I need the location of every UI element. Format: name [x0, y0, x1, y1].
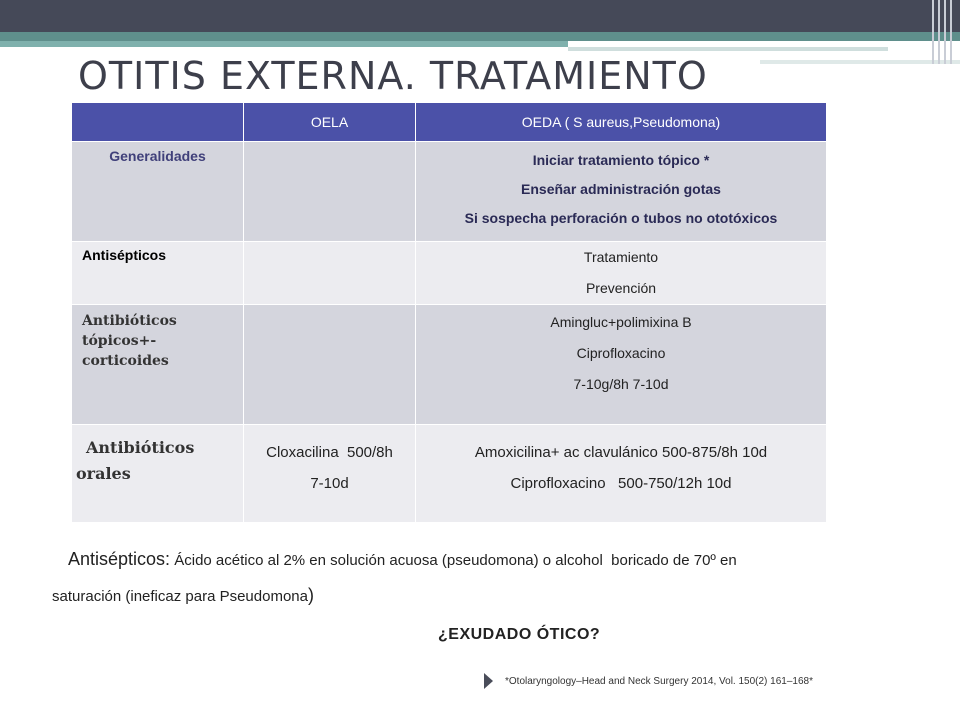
header-stripes: [932, 0, 954, 64]
cell-line: Tratamiento: [583, 249, 659, 265]
antiseptic-note: [52, 542, 932, 614]
note-text: saturación (ineficaz para Pseudomona: [52, 588, 308, 605]
header-cell-oela: OELA: [244, 103, 416, 142]
row-label: [72, 305, 244, 425]
header-band-light: [0, 41, 568, 47]
row-label-line: tópicos+-: [82, 333, 157, 349]
cell-oeda: [416, 305, 827, 425]
note-line-1: [52, 542, 932, 578]
cell-line: Amoxicilina+ ac clavulánico 500-875/8h 10d: [474, 444, 768, 461]
cell-oeda: [416, 242, 827, 305]
note-text: Ácido acético al 2% en solución acuosa (pseudomona) o alcohol boricado de 70º en: [170, 552, 737, 569]
cell-line: Prevención: [585, 280, 657, 296]
cell-oela: [244, 305, 416, 425]
cell-oela: [244, 242, 416, 305]
cell-line: 7-10d: [310, 475, 349, 492]
cell-line: Enseñar administración gotas: [521, 181, 721, 197]
header-cell-empty: [72, 103, 244, 142]
cell-line: Ciprofloxacino 500-750/12h 10d: [510, 475, 732, 492]
header-band-teal: [0, 32, 960, 41]
cell-oela: [244, 142, 416, 242]
header-cell-oeda: OEDA ( S aureus,Pseudomona): [416, 103, 827, 142]
cell-line: Ciprofloxacino: [576, 345, 666, 361]
row-label: Antisépticos: [72, 242, 244, 305]
cell-line: Iniciar tratamiento tópico *: [532, 152, 710, 168]
row-label-line: Antibióticos: [86, 438, 195, 457]
cell-line: 7-10g/8h 7-10d: [573, 376, 669, 392]
note-paren: ): [307, 585, 314, 605]
note-lead: Antisépticos:: [68, 549, 171, 569]
row-label-line: corticoides: [82, 353, 169, 369]
cell-oela: [244, 425, 416, 523]
bullet-arrow-icon: [484, 673, 493, 689]
slide-title: OTITIS EXTERNA. TRATAMIENTO: [78, 54, 708, 98]
row-label: [72, 425, 244, 523]
table-header-row: [72, 103, 827, 142]
header-line-secondary: [760, 60, 960, 64]
cell-line: Cloxacilina 500/8h: [266, 444, 393, 461]
row-label-line: Antibióticos: [82, 313, 177, 329]
note-line-2: [52, 578, 932, 614]
row-label: Generalidades: [72, 142, 244, 242]
cell-line: Amingluc+polimixina B: [550, 314, 692, 330]
cell-oeda: [416, 425, 827, 523]
header-bar: [0, 0, 960, 32]
cell-line: Si sospecha perforación o tubos no ototóxicos: [464, 210, 778, 226]
table-row-antibioticos-topicos: [72, 305, 827, 425]
treatment-table: [71, 102, 827, 523]
exudate-question: ¿EXUDADO ÓTICO?: [438, 626, 601, 643]
table-row-generalidades: [72, 142, 827, 242]
cell-oeda: [416, 142, 827, 242]
table-row-antisepticos: [72, 242, 827, 305]
header-line: [568, 47, 888, 51]
row-label-line: orales: [76, 464, 131, 483]
reference-citation: *Otolaryngology–Head and Neck Surgery 2014, Vol. 150(2) 161–168*: [505, 676, 813, 687]
table-row-antibioticos-orales: [72, 425, 827, 523]
